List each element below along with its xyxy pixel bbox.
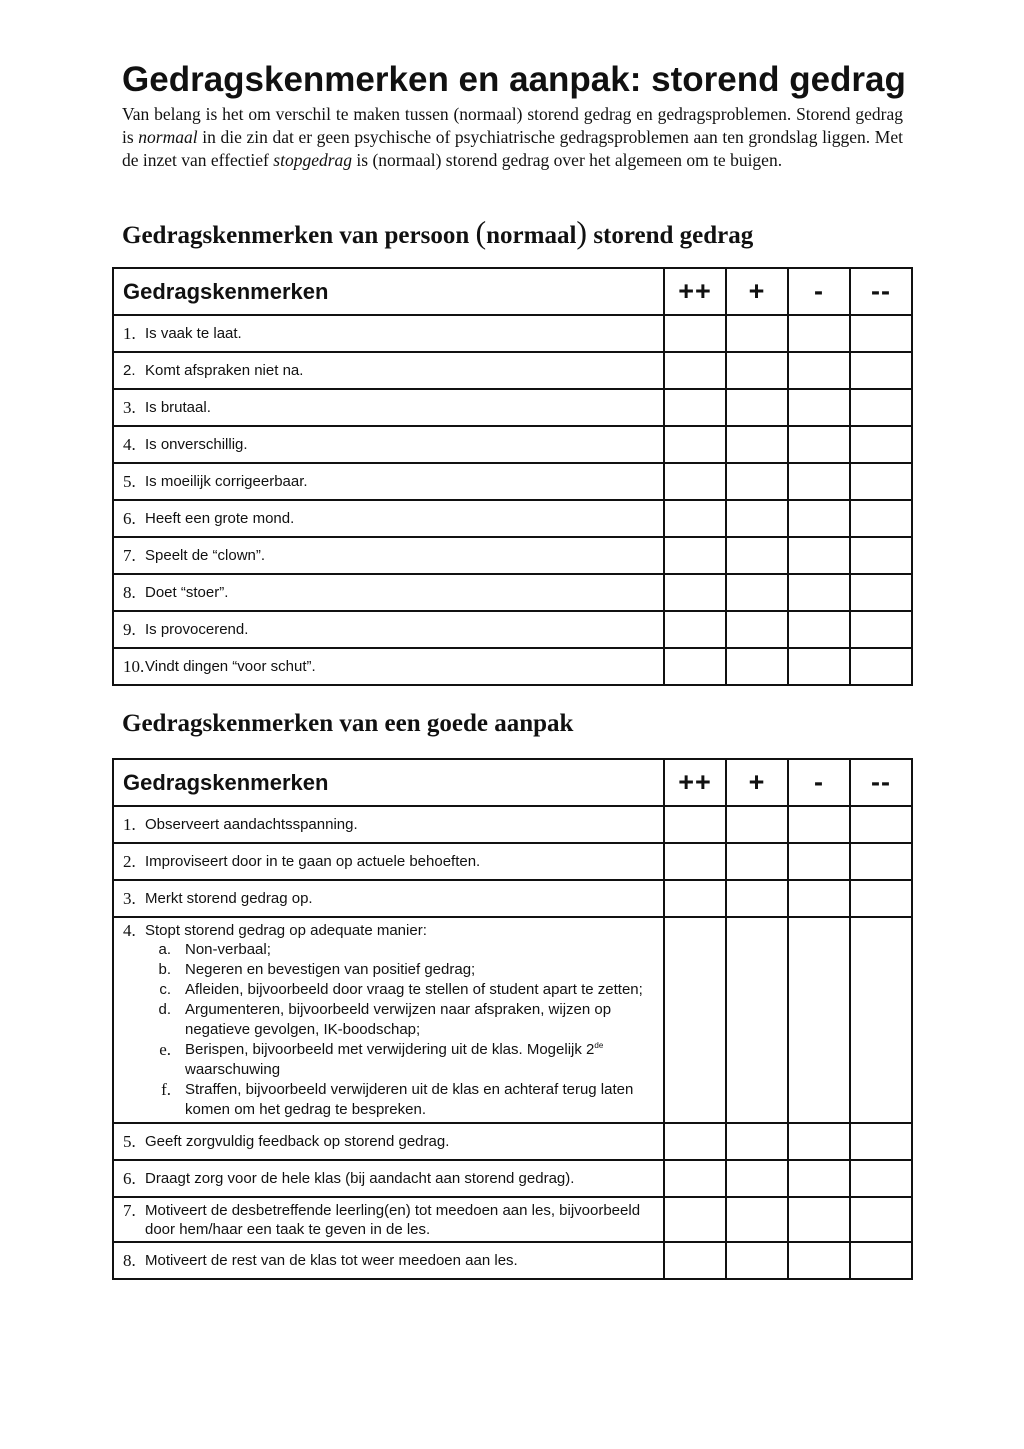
table-row [113, 426, 912, 463]
sub-item [123, 1080, 663, 1120]
rating-cell-very-positive[interactable] [664, 352, 726, 389]
item-cell [113, 1160, 664, 1197]
table-row [113, 537, 912, 574]
item-text: Heeft een grote mond. [145, 510, 295, 527]
item-number: 7. [123, 546, 136, 565]
rating-cell-positive[interactable] [726, 574, 788, 611]
rating-cell-positive[interactable] [726, 1123, 788, 1160]
item-cell [113, 1242, 664, 1279]
item-number: 2. [123, 362, 136, 379]
item-number: 5. [123, 1132, 136, 1151]
rating-cell-negative[interactable] [788, 806, 850, 843]
item-text: Is onverschillig. [145, 436, 248, 453]
table-row [113, 389, 912, 426]
item-cell [113, 880, 664, 917]
table-row [113, 352, 912, 389]
rating-cell-positive[interactable] [726, 463, 788, 500]
rating-cell-very-positive[interactable] [664, 463, 726, 500]
rating-cell-very-positive[interactable] [664, 315, 726, 352]
section1-title-part-b: normaal [486, 222, 577, 249]
sub-item [123, 1000, 663, 1040]
item-number: 4. [123, 921, 136, 940]
sub-item-letter: e. [159, 1040, 171, 1059]
item-text: Motiveert de rest van de klas tot weer meedoen aan les. [145, 1252, 518, 1269]
rating-cell-negative[interactable] [788, 648, 850, 685]
intro-text-3: is (normaal) storend gedrag over het algemeen om te buigen. [352, 150, 783, 170]
sub-item-text [185, 1040, 663, 1080]
rating-cell-negative[interactable] [788, 1242, 850, 1279]
item-cell [113, 648, 664, 685]
table-row [113, 1242, 912, 1279]
sub-item-text: Straffen, bijvoorbeeld verwijderen uit de klas en achteraf terug laten komen om het gedrag te bespreken. [185, 1081, 634, 1118]
rating-cell-very-negative[interactable] [850, 843, 912, 880]
sub-item-letter: c. [159, 981, 171, 998]
rating-cell-very-positive[interactable] [664, 648, 726, 685]
rating-cell-positive[interactable] [726, 917, 788, 1123]
rating-cell-positive[interactable] [726, 352, 788, 389]
intro-emphasis-normaal: normaal [138, 127, 198, 147]
intro-paragraph [122, 103, 903, 172]
column-header-very-negative: -- [850, 268, 912, 315]
rating-cell-negative[interactable] [788, 1123, 850, 1160]
rating-cell-very-positive[interactable] [664, 806, 726, 843]
rating-cell-very-negative[interactable] [850, 806, 912, 843]
item-number: 6. [123, 509, 136, 528]
item-cell [113, 1197, 664, 1242]
sub-item-text: Argumenteren, bijvoorbeeld verwijzen naar afspraken, wijzen op negatieve gevolgen, IK-boodschap; [185, 1001, 612, 1038]
table-row [113, 1160, 912, 1197]
rating-cell-negative[interactable] [788, 574, 850, 611]
rating-cell-positive[interactable] [726, 611, 788, 648]
column-header-positive: + [726, 759, 788, 806]
sub-item [123, 980, 663, 1000]
rating-cell-very-negative[interactable] [850, 352, 912, 389]
rating-cell-very-positive[interactable] [664, 500, 726, 537]
item-number: 4. [123, 435, 136, 454]
table-row [113, 917, 912, 1123]
item-text: Geeft zorgvuldig feedback op storend gedrag. [145, 1133, 450, 1150]
item-cell [113, 352, 664, 389]
rating-cell-negative[interactable] [788, 843, 850, 880]
rating-cell-negative[interactable] [788, 917, 850, 1123]
rating-cell-very-positive[interactable] [664, 1242, 726, 1279]
behavior-rating-table [112, 267, 913, 686]
rating-cell-positive[interactable] [726, 1160, 788, 1197]
rating-cell-negative[interactable] [788, 1197, 850, 1242]
item-cell [113, 463, 664, 500]
rating-cell-very-negative[interactable] [850, 880, 912, 917]
rating-cell-positive[interactable] [726, 1242, 788, 1279]
sub-item-text: Non-verbaal; [185, 941, 271, 958]
section1-title-part-c: storend gedrag [587, 222, 754, 249]
rating-cell-very-negative[interactable] [850, 648, 912, 685]
rating-cell-very-positive[interactable] [664, 1197, 726, 1242]
item-cell [113, 806, 664, 843]
item-number: 9. [123, 620, 136, 639]
sub-item-text-main: Berispen, bijvoorbeeld met verwijdering uit de klas. Mogelijk 2 [185, 1041, 595, 1058]
rating-cell-positive[interactable] [726, 500, 788, 537]
item-text: Doet “stoer”. [145, 584, 229, 601]
rating-cell-negative[interactable] [788, 500, 850, 537]
item-number: 3. [123, 889, 136, 908]
table-header-row [113, 268, 912, 315]
sub-item [123, 1040, 663, 1080]
rating-cell-very-positive[interactable] [664, 843, 726, 880]
sub-item [123, 960, 663, 980]
item-text: Is moeilijk corrigeerbaar. [145, 473, 308, 490]
sub-item [123, 940, 663, 960]
rating-cell-very-negative[interactable] [850, 463, 912, 500]
item-cell [113, 843, 664, 880]
rating-cell-very-positive[interactable] [664, 426, 726, 463]
item-cell [113, 389, 664, 426]
approach-rating-table [112, 758, 913, 1280]
column-header-very-positive: ++ [664, 268, 726, 315]
item-text: Observeert aandachtsspanning. [145, 816, 358, 833]
column-header-label: Gedragskenmerken [113, 759, 664, 806]
column-header-positive: + [726, 268, 788, 315]
column-header-negative: - [788, 268, 850, 315]
item-text: Is vaak te laat. [145, 325, 242, 342]
rating-cell-negative[interactable] [788, 352, 850, 389]
rating-cell-very-negative[interactable] [850, 537, 912, 574]
item-text: Motiveert de desbetreffende leerling(en) tot meedoen aan les, bijvoorbeeld door hem/haar een taak te geven in de les. [145, 1202, 641, 1238]
rating-cell-very-negative[interactable] [850, 389, 912, 426]
rating-cell-positive[interactable] [726, 1197, 788, 1242]
table-row [113, 611, 912, 648]
rating-cell-very-positive[interactable] [664, 917, 726, 1123]
item-cell [113, 574, 664, 611]
rating-cell-very-positive[interactable] [664, 389, 726, 426]
item-number: 7. [123, 1201, 136, 1220]
item-number: 3. [123, 398, 136, 417]
rating-cell-positive[interactable] [726, 806, 788, 843]
rating-cell-very-negative[interactable] [850, 1197, 912, 1242]
section1-paren-open: ( [475, 214, 487, 250]
rating-cell-positive[interactable] [726, 648, 788, 685]
table-header-row [113, 759, 912, 806]
table-row [113, 315, 912, 352]
sub-item-letter: f. [161, 1080, 171, 1099]
item-number: 8. [123, 1251, 136, 1270]
item-cell [113, 500, 664, 537]
sub-item-letter: b. [158, 961, 171, 978]
rating-cell-very-negative[interactable] [850, 1160, 912, 1197]
item-text: Merkt storend gedrag op. [145, 890, 313, 907]
intro-text-2: in die zin dat er geen psychische of psychiatrische gedragsproblemen aan ten grondslag liggen. Met de inzet van effectief [122, 127, 903, 170]
section1-paren-close: ) [576, 214, 588, 250]
item-text: Improviseert door in te gaan op actuele behoeften. [145, 853, 481, 870]
rating-cell-very-negative[interactable] [850, 1123, 912, 1160]
section1-title-part-a: Gedragskenmerken van persoon [122, 222, 476, 249]
sub-item-list [123, 940, 663, 1120]
rating-cell-positive[interactable] [726, 843, 788, 880]
item-cell [113, 611, 664, 648]
item-text: Vindt dingen “voor schut”. [145, 658, 316, 675]
table-row [113, 500, 912, 537]
rating-cell-very-positive[interactable] [664, 574, 726, 611]
item-text: Draagt zorg voor de hele klas (bij aandacht aan storend gedrag). [145, 1170, 575, 1187]
page-title: Gedragskenmerken en aanpak: storend gedrag [122, 60, 906, 99]
intro-emphasis-stopgedrag: stopgedrag [273, 150, 353, 170]
rating-cell-negative[interactable] [788, 426, 850, 463]
column-header-very-positive: ++ [664, 759, 726, 806]
rating-cell-positive[interactable] [726, 537, 788, 574]
rating-cell-positive[interactable] [726, 426, 788, 463]
rating-cell-negative[interactable] [788, 1160, 850, 1197]
ordinal-superscript: de [594, 1041, 604, 1050]
section-title-storend-gedrag [122, 216, 753, 252]
sub-item-letter: d. [158, 1001, 171, 1018]
rating-cell-very-positive[interactable] [664, 611, 726, 648]
sub-item-text: Negeren en bevestigen van positief gedrag; [185, 961, 476, 978]
table-row [113, 574, 912, 611]
item-number: 8. [123, 583, 136, 602]
rating-cell-positive[interactable] [726, 315, 788, 352]
item-text: Stopt storend gedrag op adequate manier: [145, 922, 427, 939]
rating-cell-negative[interactable] [788, 611, 850, 648]
item-text: Speelt de “clown”. [145, 547, 266, 564]
table-row [113, 648, 912, 685]
table-row [113, 843, 912, 880]
rating-cell-very-negative[interactable] [850, 917, 912, 1123]
rating-cell-negative[interactable] [788, 315, 850, 352]
item-cell [113, 1123, 664, 1160]
item-number: 1. [123, 815, 136, 834]
item-number: 10. [123, 657, 145, 676]
rating-cell-very-negative[interactable] [850, 500, 912, 537]
item-cell [113, 537, 664, 574]
table-row [113, 806, 912, 843]
rating-cell-very-negative[interactable] [850, 1242, 912, 1279]
item-cell [113, 917, 664, 1123]
table-row [113, 463, 912, 500]
column-header-label: Gedragskenmerken [113, 268, 664, 315]
item-number: 5. [123, 472, 136, 491]
rating-cell-negative[interactable] [788, 389, 850, 426]
rating-cell-very-positive[interactable] [664, 880, 726, 917]
table-row [113, 1123, 912, 1160]
item-number: 6. [123, 1169, 136, 1188]
item-cell [113, 426, 664, 463]
table-row [113, 880, 912, 917]
intro-text-1: Van belang is het om verschil te maken tussen (normaal) storend gedrag en gedragsproblemen. Storend gedrag is [122, 104, 903, 147]
sub-item-text: Afleiden, bijvoorbeeld door vraag te stellen of student apart te zetten; [185, 981, 643, 998]
sub-item-text-after: waarschuwing [185, 1061, 281, 1078]
rating-cell-negative[interactable] [788, 880, 850, 917]
rating-cell-positive[interactable] [726, 389, 788, 426]
rating-cell-negative[interactable] [788, 537, 850, 574]
rating-cell-positive[interactable] [726, 880, 788, 917]
rating-cell-very-positive[interactable] [664, 537, 726, 574]
rating-cell-very-negative[interactable] [850, 611, 912, 648]
rating-cell-negative[interactable] [788, 463, 850, 500]
column-header-very-negative: -- [850, 759, 912, 806]
column-header-negative: - [788, 759, 850, 806]
item-number: 2. [123, 852, 136, 871]
item-cell [113, 315, 664, 352]
item-text: Komt afspraken niet na. [145, 362, 304, 379]
rating-cell-very-negative[interactable] [850, 574, 912, 611]
table-row [113, 1197, 912, 1242]
item-text: Is brutaal. [145, 399, 211, 416]
section-title-goede-aanpak: Gedragskenmerken van een goede aanpak [122, 710, 574, 737]
item-text: Is provocerend. [145, 621, 249, 638]
rating-cell-very-positive[interactable] [664, 1160, 726, 1197]
rating-cell-very-positive[interactable] [664, 1123, 726, 1160]
rating-cell-very-negative[interactable] [850, 426, 912, 463]
rating-cell-very-negative[interactable] [850, 315, 912, 352]
item-number: 1. [123, 324, 136, 343]
sub-item-letter: a. [158, 941, 171, 958]
